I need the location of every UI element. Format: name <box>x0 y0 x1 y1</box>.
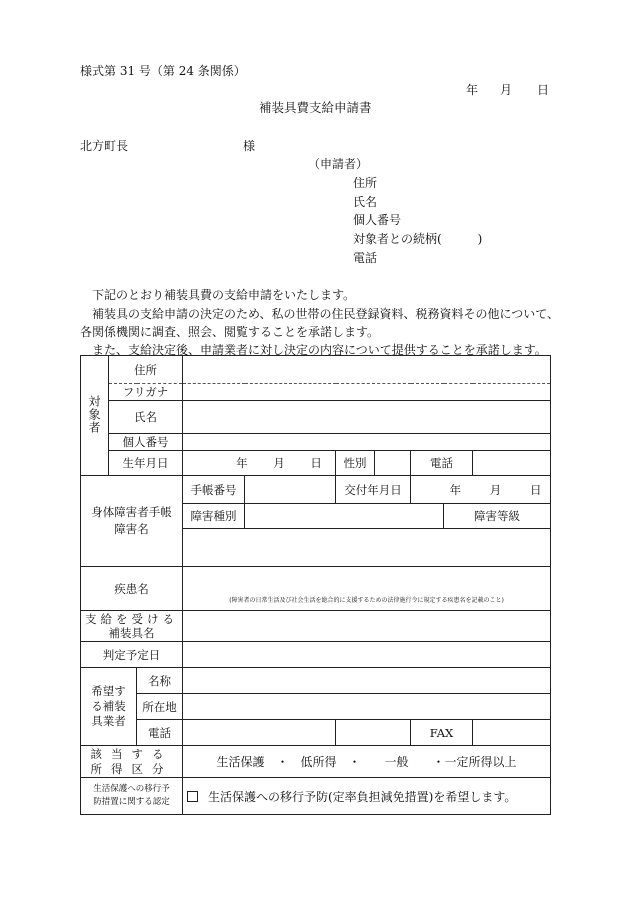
judgment-date-field[interactable] <box>183 642 551 668</box>
form-number: 様式第 31 号（第 24 条関係） <box>80 64 246 78</box>
applicant-address-label: 住所 <box>353 176 378 190</box>
disease-note: (障害者の日常生活及び社会生活を総合的に支援するための法律施行令に規定する疾患名を記載のこと) <box>229 597 504 604</box>
vendor-fax-field[interactable] <box>473 720 551 746</box>
subject-phone-field[interactable] <box>473 451 551 476</box>
subject-name-label: 氏名 <box>109 401 183 434</box>
applicant-phone-label: 電話 <box>353 251 378 265</box>
subject-label-cell <box>81 356 109 476</box>
applicant-relation-label: 対象者との続柄( ) <box>353 232 483 246</box>
birth-year-label: 年 <box>236 456 248 470</box>
handbook-disability-name-field[interactable] <box>183 529 551 567</box>
subject-address-label: 住所 <box>109 356 183 384</box>
vendor-phone-field[interactable] <box>183 720 336 746</box>
addressee: 北方町長 <box>80 139 129 153</box>
disability-type-label: 障害種別 <box>183 504 245 529</box>
vendor-phone-field-extra[interactable] <box>336 720 411 746</box>
income-label-line-2: 所得区分 <box>90 761 173 776</box>
income-label-line-1: 該当する <box>90 746 173 761</box>
body-line-2: 補装具の支給申請の決定のため、私の世帯の住民登録資料、税務資料その他について、 <box>92 307 560 321</box>
application-form-table <box>80 355 551 815</box>
device-name-field[interactable] <box>183 611 551 642</box>
subject-sex-field[interactable] <box>375 451 410 475</box>
birth-month-label: 月 <box>273 456 285 470</box>
date-day-label: 日 <box>537 83 550 97</box>
body-line-3: 各関係機関に調査、照会、閲覧することを承諾します。 <box>80 325 380 339</box>
judgment-date-label: 判定予定日 <box>81 642 183 668</box>
subject-address-field[interactable] <box>183 356 551 384</box>
body-line-4: また、支給決定後、申請業者に対し決定の内容について提供することを承諾します。 <box>92 343 547 357</box>
vendor-label-cell <box>81 668 137 746</box>
vendor-name-field[interactable] <box>183 668 551 694</box>
subject-name-field[interactable] <box>183 401 551 434</box>
issue-year-label: 年 <box>449 482 462 497</box>
subject-personal-number-field[interactable] <box>183 434 551 451</box>
issue-day-label: 日 <box>529 482 542 497</box>
date-month-label: 月 <box>500 83 513 97</box>
subject-birthdate-label: 生年月日 <box>109 451 183 476</box>
vendor-location-label: 所在地 <box>137 694 183 720</box>
document-title: 補装具費支給申請書 <box>259 100 372 115</box>
disability-grade-label: 障害等級 <box>444 504 551 529</box>
handbook-number-field[interactable] <box>245 476 336 504</box>
applicant-heading: （申請者） <box>308 157 369 171</box>
subject-sex-label: 性別 <box>336 451 375 475</box>
subject-birthdate-field[interactable] <box>183 451 336 476</box>
device-label-line-1: 支給を受ける <box>85 612 178 626</box>
vendor-phone-label: 電話 <box>137 720 183 746</box>
vendor-name-label: 名称 <box>137 668 183 694</box>
disability-type-field[interactable] <box>245 504 444 529</box>
transition-label-line-2: 防措置に関する認定 <box>93 797 170 807</box>
birth-day-label: 日 <box>310 456 322 470</box>
subject-furigana-label: フリガナ <box>109 384 183 401</box>
issue-date-field[interactable] <box>411 476 551 504</box>
handbook-label-cell <box>81 476 183 567</box>
transition-checkbox[interactable] <box>187 791 198 802</box>
subject-furigana-field[interactable] <box>183 384 551 401</box>
subject-sex-cell[interactable] <box>336 451 411 476</box>
applicant-name-label: 氏名 <box>353 195 378 209</box>
date-year-label: 年 <box>466 83 479 97</box>
applicant-personal-number-label: 個人番号 <box>353 213 402 227</box>
subject-personal-number-label: 個人番号 <box>109 434 183 451</box>
income-label-cell <box>81 746 183 778</box>
transition-label-cell <box>81 778 183 815</box>
handbook-number-label: 手帳番号 <box>183 476 245 504</box>
issue-date-label: 交付年月日 <box>336 476 411 504</box>
income-options-field[interactable]: 生活保護 ・ 低所得 ・ 一般 ・一定所得以上 <box>183 746 551 778</box>
vendor-location-field[interactable] <box>183 694 551 720</box>
vendor-label-line-2: る補装 <box>91 699 126 713</box>
device-label-cell <box>81 611 183 642</box>
handbook-label: 身体障害者手帳 障害名 <box>91 505 172 536</box>
subject-phone-label: 電話 <box>411 451 473 476</box>
vendor-label-line-3: 具業者 <box>91 714 126 728</box>
transition-label-line-1: 生活保護への移行予 <box>93 784 170 794</box>
device-label-line-2: 補装具名 <box>108 626 155 640</box>
disease-label: 疾患名 <box>81 567 183 611</box>
honorific: 様 <box>243 139 256 153</box>
issue-month-label: 月 <box>489 482 502 497</box>
vendor-fax-label: FAX <box>411 720 473 746</box>
subject-label: 対象者 <box>87 394 101 434</box>
transition-text: 生活保護への移行予防(定率負担減免措置)を希望します。 <box>208 789 517 804</box>
body-line-1: 下記のとおり補装具費の支給申請をいたします。 <box>92 288 356 302</box>
disease-field[interactable] <box>183 567 551 611</box>
vendor-label-line-1: 希望す <box>91 684 126 698</box>
transition-field[interactable] <box>183 778 551 815</box>
